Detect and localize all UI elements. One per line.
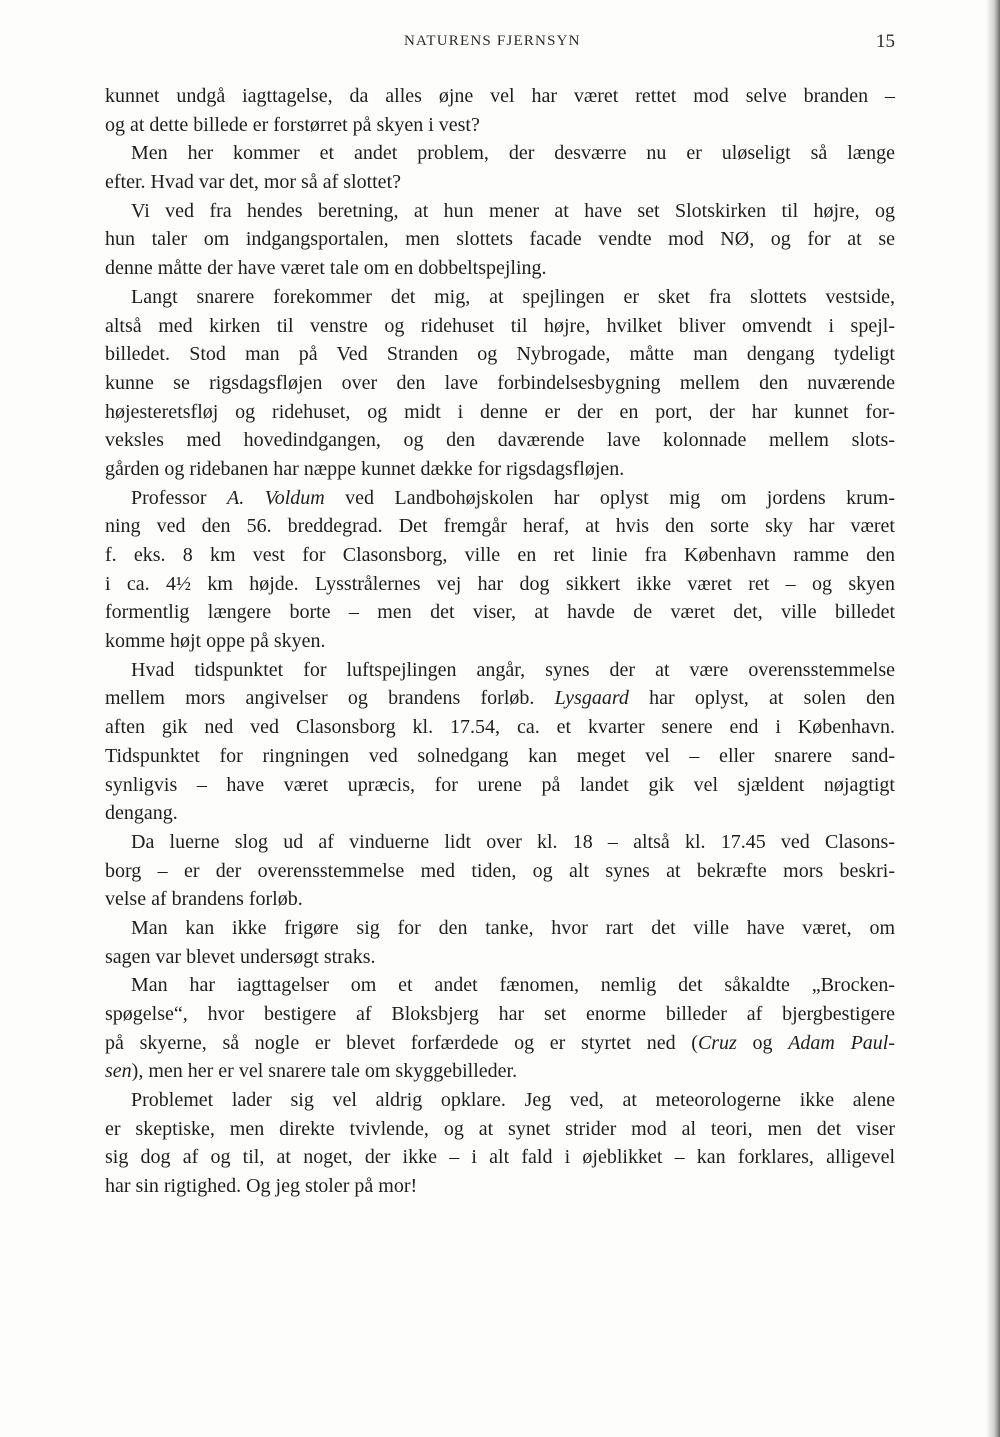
- text-line: kunne se rigsdagsfløjen over den lave forbindelsesbygning mellem den nuværende: [105, 371, 895, 394]
- text-line: Langt snarere forekommer det mig, at spejlingen er sket fra slottets vestside,: [131, 285, 895, 308]
- text-line: synligvis – have været upræcis, for urene på landet gik vel sjældent nøjagtigt: [105, 773, 895, 796]
- text-line: borg – er der overensstemmelse med tiden, og alt synes at bekræfte mors beskri-: [105, 859, 895, 882]
- text-fragment: har oplyst, at solen den: [628, 687, 895, 710]
- text-line: billedet. Stod man på Ved Stranden og Nybrogade, måtte man dengang tydeligt: [105, 343, 895, 366]
- text-line: dengang.: [105, 802, 178, 825]
- person-name: A. Voldum: [227, 486, 325, 509]
- text-line: kunnet undgå iagttagelse, da alles øjne vel har været rettet mod selve branden –: [105, 85, 895, 107]
- text-line: Da luerne slog ud af vinduerne lidt over kl. 18 – altså kl. 17.45 ved Clasons-: [131, 830, 895, 853]
- paragraph-6: [105, 656, 895, 828]
- text-line: spøgelse“, hvor bestigere af Bloksbjerg har set enorme billeder af bjergbestigere: [105, 1003, 895, 1025]
- text-line: veksles med hovedindgangen, og den daværende lave kolonnade mellem slots-: [105, 429, 895, 452]
- page-number: 15: [876, 31, 895, 52]
- text-line: Man har iagttagelser om et andet fænomen, nemlig det såkaldte „Brocken-: [131, 974, 895, 997]
- text-fragment: mellem mors angivelser og brandens forløb.: [105, 687, 555, 710]
- paragraph-5: [105, 484, 895, 656]
- text-fragment: på skyerne, så nogle er blevet forfærdede og er styrtet ned (: [105, 1031, 698, 1054]
- paragraph-9: [105, 971, 895, 1086]
- text-line: f. eks. 8 km vest for Clasonsborg, ville en ret linie fra København ramme den: [105, 544, 895, 566]
- text-line: Hvad tidspunktet for luftspejlingen angår, synes der at være overensstemmelse: [131, 658, 895, 681]
- text-line: efter. Hvad var det, mor så af slottet?: [105, 171, 401, 194]
- text-line: ning ved den 56. breddegrad. Det fremgår heraf, at hvis den sorte sky har været: [105, 515, 895, 538]
- person-name: Cruz: [697, 1031, 737, 1054]
- text-line: [105, 484, 895, 513]
- text-line: Problemet lader sig vel aldrig opklare. Jeg ved, at meteorologerne ikke alene: [131, 1089, 895, 1112]
- text-line: og at dette billede er forstørret på skyen i vest?: [105, 113, 480, 136]
- text-fragment: ), men her er vel snarere tale om skyggebilleder.: [131, 1060, 518, 1083]
- running-title: NATURENS FJERNSYN: [404, 33, 581, 49]
- page-edge-shadow: [986, 0, 1000, 1437]
- text-line: sig dog af og til, at noget, der ikke – i alt fald i øjeblikket – kan forklares, alligevel: [105, 1146, 895, 1169]
- text-line: Men her kommer et andet problem, der desværre nu er uløseligt så længe: [131, 142, 895, 165]
- paragraph-4: [105, 283, 895, 484]
- paragraph-2: [105, 139, 895, 196]
- text-line: hun taler om indgangsportalen, men slottets facade vendte mod NØ, og for at se: [105, 228, 895, 251]
- text-line: Tidspunktet for ringningen ved solnedgang kan meget vel – eller snarere sand-: [105, 744, 895, 767]
- text-fragment: ved Landbohøjskolen har oplyst mig om jordens krum-: [324, 486, 896, 509]
- text-line: altså med kirken til venstre og ridehuset til højre, hvilket bliver omvendt i spejl-: [105, 314, 895, 337]
- text-line: [105, 1029, 895, 1058]
- paragraph-7: [105, 828, 895, 914]
- text-line: Vi ved fra hendes beretning, at hun mener at have set Slotskirken til højre, og: [131, 199, 895, 222]
- text-line: gården og ridebanen har næppe kunnet dække for rigsdagsfløjen.: [105, 457, 625, 480]
- paragraph-3: [105, 197, 895, 283]
- paragraph-10: [105, 1086, 895, 1201]
- text-line: højesteretsfløj og ridehuset, og midt i denne er der en port, der har kunnet for-: [105, 400, 895, 423]
- paragraph-8: [105, 914, 895, 971]
- text-line: er skeptiske, men direkte tvivlende, og at synet strider mod al teori, men det viser: [105, 1117, 895, 1140]
- text-line: i ca. 4½ km højde. Lysstrålernes vej har dog sikkert ikke været ret – og skyen: [105, 572, 895, 595]
- text-line: komme højt oppe på skyen.: [105, 630, 326, 653]
- text-line: formentlig længere borte – men det viser, at havde de været det, ville billedet: [105, 601, 895, 624]
- person-name: sen: [105, 1060, 132, 1083]
- person-name: Adam Paul-: [788, 1031, 895, 1054]
- text-fragment: Professor: [131, 486, 228, 509]
- text-line: aften gik ned ved Clasonsborg kl. 17.54, ca. et kvarter senere end i København.: [105, 716, 895, 739]
- text-line: sagen var blevet undersøgt straks.: [105, 945, 376, 968]
- paragraph-1: [105, 82, 895, 139]
- text-line: Man kan ikke frigøre sig for den tanke, hvor rart det ville have været, om: [131, 916, 895, 939]
- text-line: [105, 1057, 895, 1086]
- text-line: velse af brandens forløb.: [105, 888, 303, 911]
- person-name: Lysgaard: [554, 687, 629, 710]
- text-line: denne måtte der have været tale om en dobbeltspejling.: [105, 257, 547, 280]
- text-line: [105, 684, 895, 713]
- text-fragment: og: [736, 1031, 789, 1054]
- text-line: har sin rigtighed. Og jeg stoler på mor!: [105, 1175, 418, 1198]
- body-text: [105, 82, 895, 1201]
